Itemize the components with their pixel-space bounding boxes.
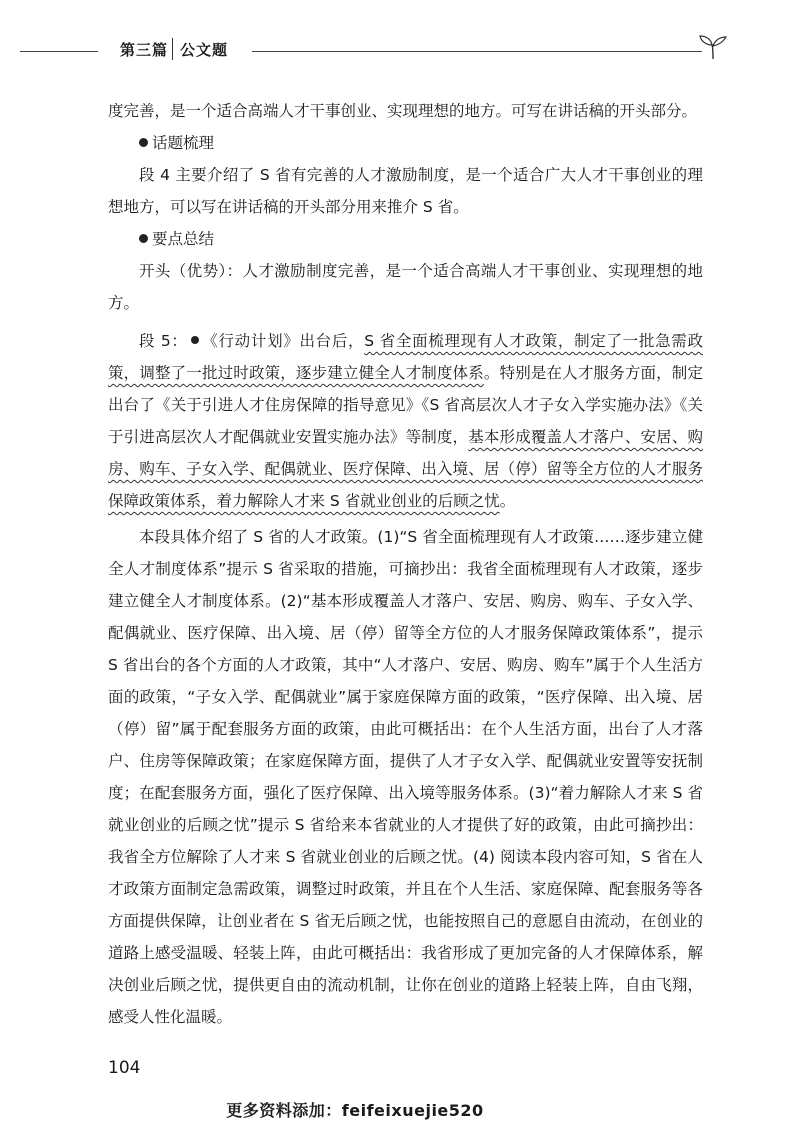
bullet-icon [139,234,148,243]
sprout-icon [696,34,730,60]
bullet-icon [139,138,148,147]
bullet-icon [191,336,199,344]
summary-heading [108,223,703,255]
page-number: 104 [108,1058,141,1078]
material-paragraph-5 [108,325,703,517]
header-rule-left [20,51,98,52]
topic-heading [108,127,703,159]
paragraph-5-underlined-b: S 省全面梳理现有人才政策，制定了一批急需政策，调整了一批过时政策，逐步建立健全人才制度体系 [108,332,703,382]
summary-heading-text: 要点总结 [152,230,215,248]
topic-heading-text: 话题梳理 [152,134,215,152]
header-section-title: 公文题 [180,41,229,59]
paragraph-5-part-e: 。 [499,492,516,510]
paragraph-continued: 度完善，是一个适合高端人才干事创业、实现理想的地方。可写在讲话稿的开头部分。 [108,102,698,120]
header-rule-right [252,51,702,52]
analysis-paragraph: 本段具体介绍了 S 省的人才政策。(1)“S 省全面梳理现有人才政策……逐步建立健全人才制度体系”提示 S 省采取的措施，可摘抄出：我省全面梳理现有人才政策，逐步建立健全人才制度体系。(2)“基本形成覆盖人才落户、安居、购房、购车、子女入学、配偶就业、医疗保障、出入境、居（停）留等全方位的人才服务保障政策体系”，提示 S 省出台的各个方面的人才政策，其中“人才落户、安居、购房、购车”属于个人生活方面的政策，“子女入学、配偶就业”属于家庭保障方面的政策，“医疗保障、出入境、居（停）留”属于配套服务方面的政策，由此可概括出：在个人生活方面，出台了人才落户、住房等保障政策；在家庭保障方面，提供了人才子女入学、配偶就业安置等安抚制度；在配套服务方面，强化了医疗保障、出入境等服务体系。(3)“着力解除人才来 S 省就业创业的后顾之忧”提示 S 省给来本省就业的人才提供了好的政策，由此可摘抄出：我省全方位解除了人才来 S 省就业创业的后顾之忧。(4) 阅读本段内容可知，S 省在人才政策方面制定急需政策，调整过时政策，并且在个人生活、家庭保障、配套服务等各方面提供保障，让创业者在 S 省无后顾之忧，也能按照自己的意愿自由流动，在创业的道路上感受温暖、轻装上阵，由此可概括出：我省形成了更加完备的人才保障体系，解决创业后顾之忧，提供更自由的流动机制，让你在创业的道路上轻装上阵，自由飞翔，感受人性化温暖。 [108,528,703,1026]
watermark-text: 更多资料添加：feifeixuejie520 [226,1101,484,1120]
paragraph-5-part-c: 。特别是在人才服务方面，制定出台了《关于引进人才住房保障的指导意见》《S 省高层次人才子女入学实施办法》《关于引进高层次人才配偶就业安置实施办法》等制度， [108,364,703,446]
page-header [20,34,720,64]
summary-paragraph: 开头（优势）：人才激励制度完善，是一个适合高端人才干事创业、实现理想的地方。 [108,262,703,312]
paragraph-5-part-a: 《行动计划》出台后， [201,332,365,350]
paragraph-label: 段 5： [139,332,188,350]
header-part-title: 第三篇 [120,41,169,59]
header-separator [172,38,173,60]
page-content [108,95,703,1033]
topic-paragraph: 段 4 主要介绍了 S 省有完善的人才激励制度，是一个适合广大人才干事创业的理想地方，可以写在讲话稿的开头部分用来推介 S 省。 [108,166,703,216]
paragraph-5-underlined-d: 基本形成覆盖人才落户、安居、购房、购车、子女入学、配偶就业、医疗保障、出入境、居（停）留等全方位的人才服务保障政策体系，着力解除人才来 S 省就业创业的后顾之忧 [108,428,703,510]
